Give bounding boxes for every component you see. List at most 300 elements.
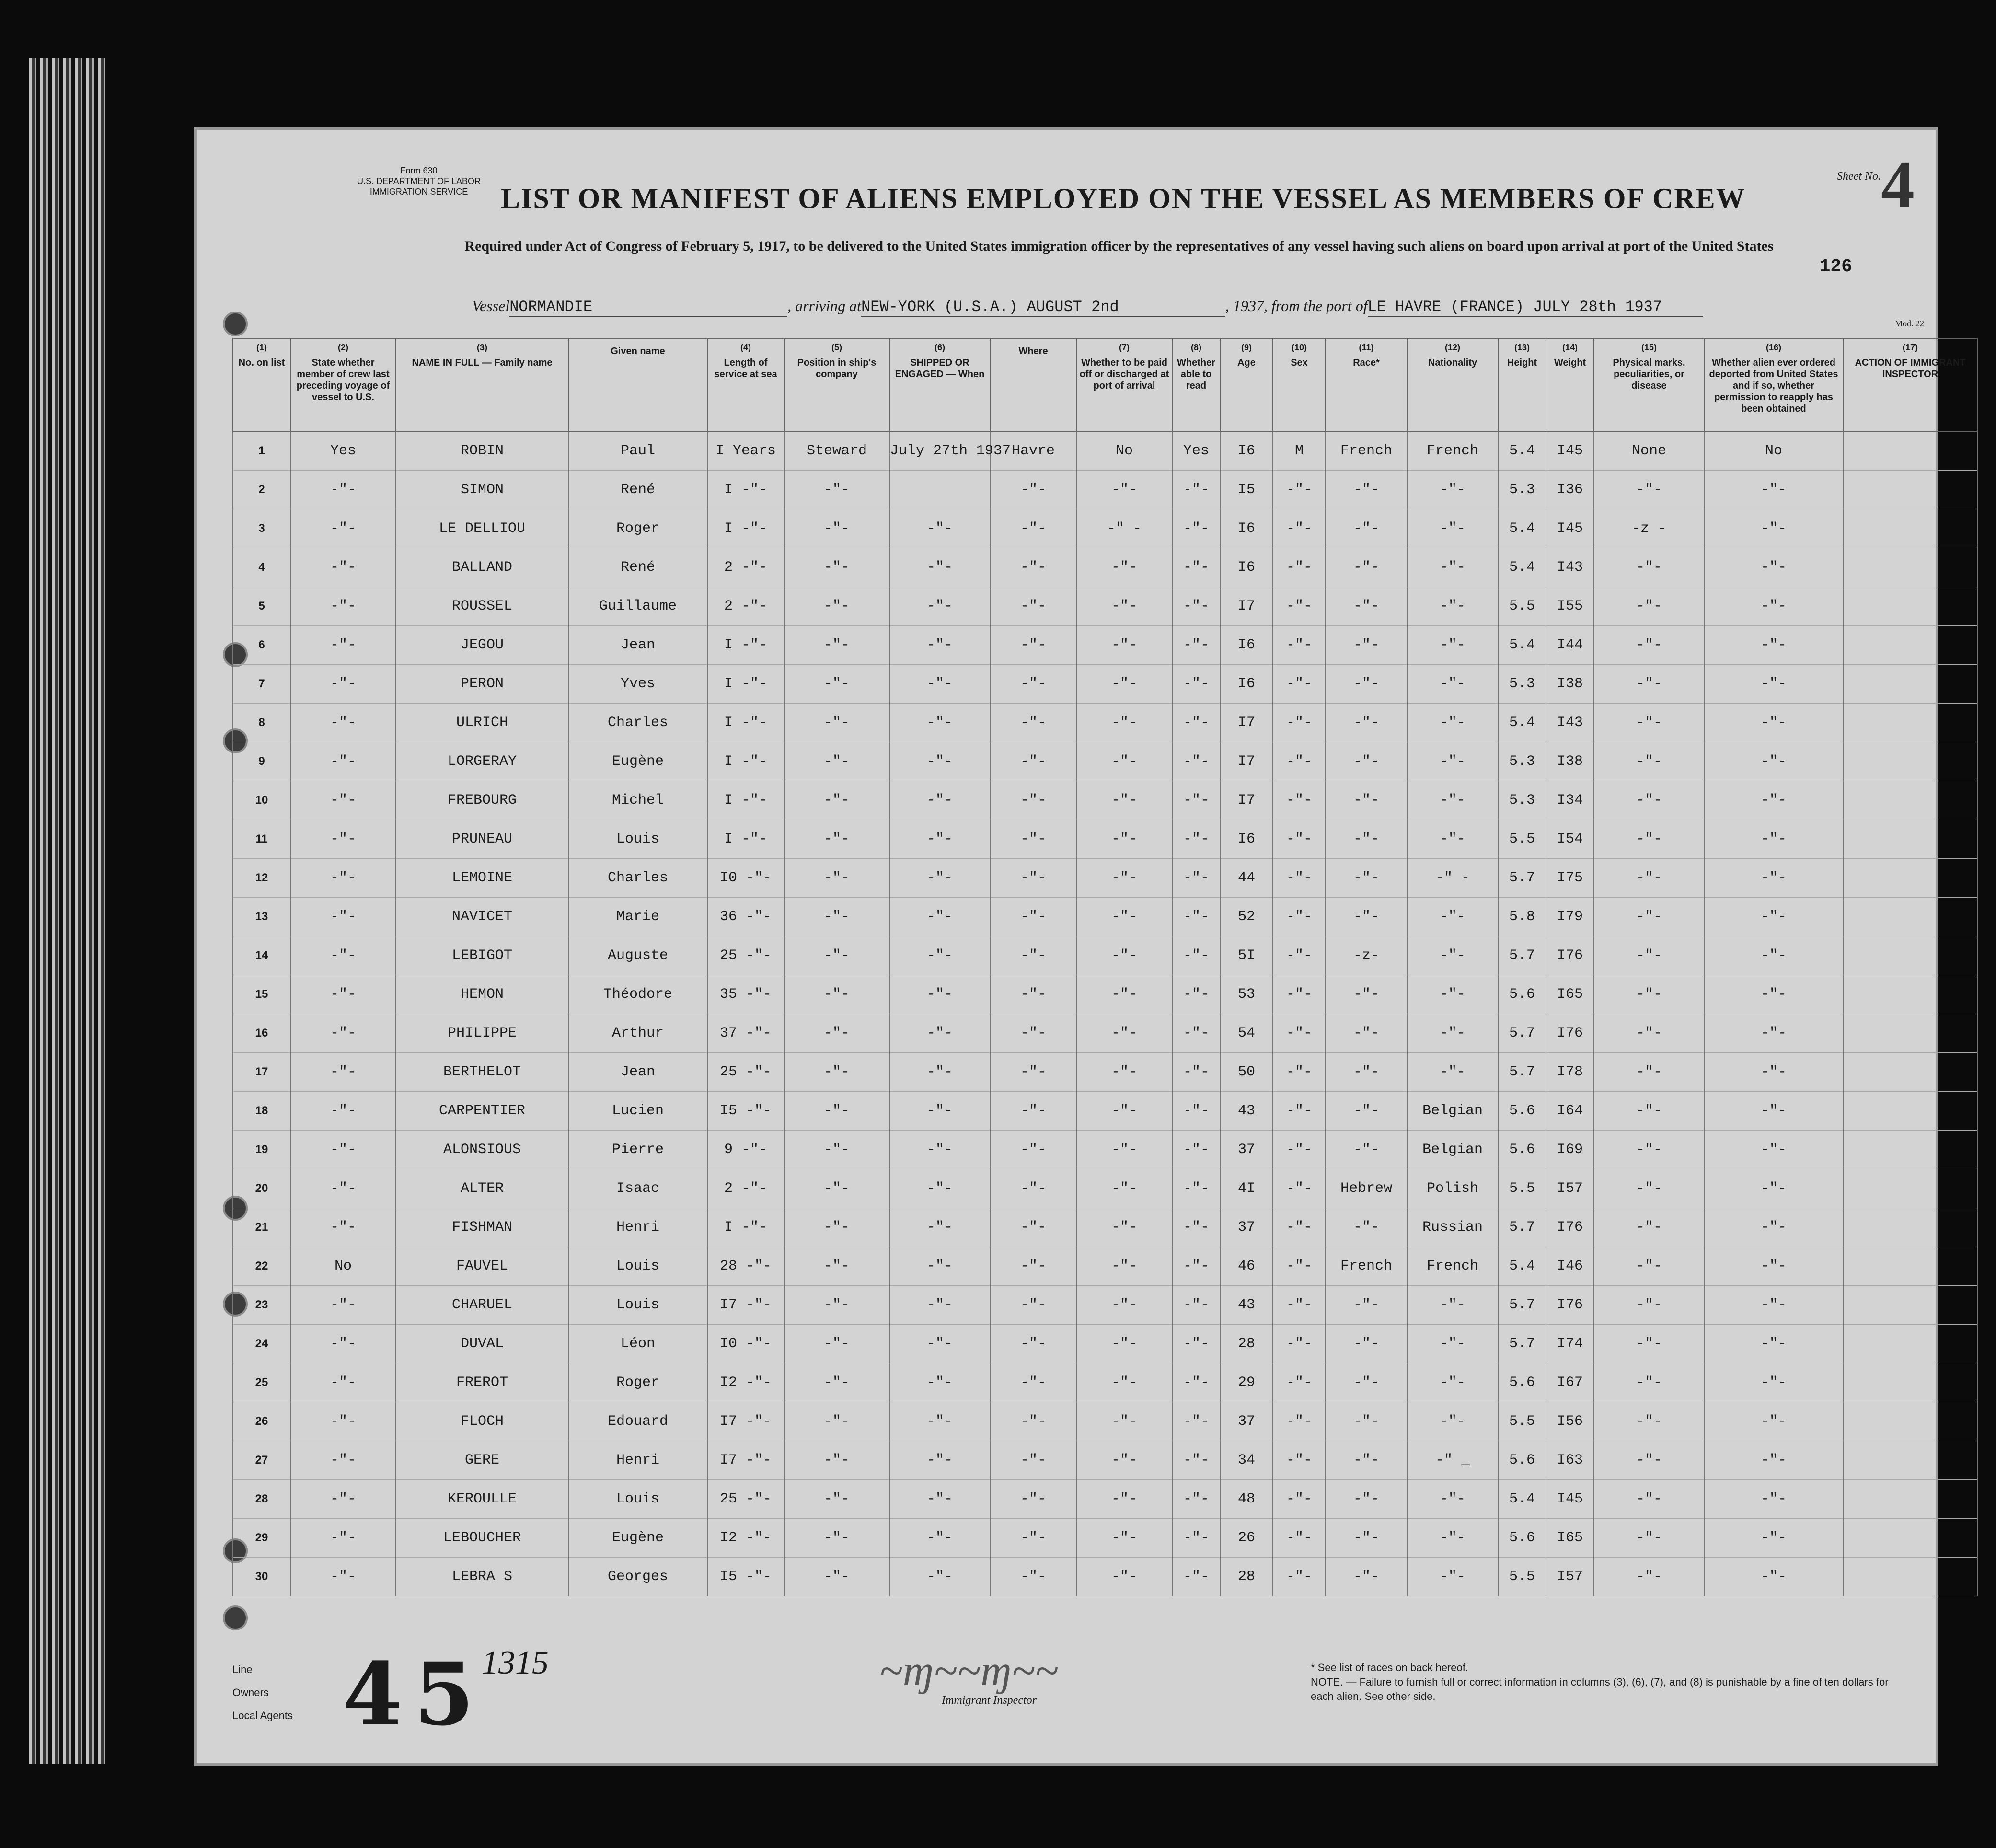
cell-no: 13 (233, 898, 290, 936)
cell-action (1843, 742, 1977, 781)
cell-prev: -"- (290, 742, 396, 781)
cell-where: -"- (990, 1480, 1076, 1519)
cell-paid: -"- (1076, 936, 1172, 975)
cell-prev: Yes (290, 431, 396, 471)
cell-when: -"- (889, 1325, 990, 1363)
cell-age: 48 (1220, 1480, 1273, 1519)
vessel-label: Vessel (472, 297, 510, 314)
cell-prev: -"- (290, 820, 396, 859)
cell-family: FAUVEL (396, 1247, 568, 1286)
cell-race: -"- (1326, 820, 1407, 859)
cell-sex: -"- (1273, 1092, 1326, 1131)
cell-where: -"- (990, 509, 1076, 548)
cell-read: -"- (1172, 1441, 1220, 1480)
cell-given: Guillaume (568, 587, 707, 626)
cell-family: BERTHELOT (396, 1053, 568, 1092)
cell-service: 2 -"- (707, 1169, 784, 1208)
column-header (1546, 338, 1594, 431)
column-header (233, 338, 290, 431)
cell-marks: -"- (1594, 1519, 1704, 1558)
cell-no: 26 (233, 1402, 290, 1441)
cell-marks: -"- (1594, 1014, 1704, 1053)
cell-no: 15 (233, 975, 290, 1014)
cell-age: 54 (1220, 1014, 1273, 1053)
cell-age: I6 (1220, 626, 1273, 665)
cell-when: -"- (889, 1247, 990, 1286)
owners-label: Owners (232, 1686, 269, 1698)
cell-where: -"- (990, 1519, 1076, 1558)
cell-no: 6 (233, 626, 290, 665)
cell-given: Louis (568, 820, 707, 859)
cell-deported: -"- (1704, 1441, 1843, 1480)
cell-nationality: -"- (1407, 936, 1498, 975)
cell-read: -"- (1172, 626, 1220, 665)
footer-labels (232, 1658, 293, 1727)
cell-action (1843, 548, 1977, 587)
form-mod: Mod. 22 (1894, 319, 1924, 328)
cell-no: 18 (233, 1092, 290, 1131)
cell-height: 5.4 (1498, 1480, 1546, 1519)
cell-prev: -"- (290, 1208, 396, 1247)
cell-position: -"- (784, 1092, 889, 1131)
cell-sex: -"- (1273, 509, 1326, 548)
inspector-signature: ~ɱ~~ɱ~~ (879, 1647, 1059, 1695)
cell-read: -"- (1172, 1247, 1220, 1286)
cell-height: 5.4 (1498, 1247, 1546, 1286)
cell-age: 37 (1220, 1208, 1273, 1247)
cell-where: -"- (990, 1363, 1076, 1402)
cell-paid: -"- (1076, 975, 1172, 1014)
cell-marks: -"- (1594, 859, 1704, 898)
cell-position: -"- (784, 1480, 889, 1519)
cell-height: 5.5 (1498, 587, 1546, 626)
cell-weight: I44 (1546, 626, 1594, 665)
cell-given: Charles (568, 859, 707, 898)
cell-service: I5 -"- (707, 1558, 784, 1596)
cell-action (1843, 1092, 1977, 1131)
cell-given: Michel (568, 781, 707, 820)
cell-no: 28 (233, 1480, 290, 1519)
cell-age: I6 (1220, 548, 1273, 587)
cell-where: -"- (990, 898, 1076, 936)
ledger-spine (29, 58, 105, 1764)
cell-deported: -"- (1704, 626, 1843, 665)
cell-given: Yves (568, 665, 707, 704)
cell-deported: -"- (1704, 1480, 1843, 1519)
table-row (233, 1208, 1977, 1247)
cell-sex: -"- (1273, 587, 1326, 626)
table-row (233, 1480, 1977, 1519)
cell-read: -"- (1172, 781, 1220, 820)
column-number: (3) (477, 343, 487, 352)
cell-paid: -"- (1076, 781, 1172, 820)
column-header (1704, 338, 1843, 431)
cell-height: 5.4 (1498, 431, 1546, 471)
cell-height: 5.3 (1498, 781, 1546, 820)
table-row (233, 626, 1977, 665)
cell-given: Léon (568, 1325, 707, 1363)
cell-service: 28 -"- (707, 1247, 784, 1286)
cell-prev: -"- (290, 1325, 396, 1363)
column-label: Given name (611, 346, 665, 357)
cell-where: -"- (990, 1286, 1076, 1325)
column-label: Whether to be paid off or discharged at port of arrival (1079, 358, 1169, 391)
cell-race: -"- (1326, 742, 1407, 781)
cell-given: Lucien (568, 1092, 707, 1131)
column-label: Nationality (1428, 358, 1477, 368)
table-row (233, 1519, 1977, 1558)
cell-action (1843, 859, 1977, 898)
column-header (707, 338, 784, 431)
cell-marks: -"- (1594, 587, 1704, 626)
cell-weight: I45 (1546, 509, 1594, 548)
cell-prev: -"- (290, 781, 396, 820)
punch-hole (223, 1605, 248, 1630)
column-label: Whether able to read (1177, 358, 1215, 391)
cell-paid: -"- (1076, 859, 1172, 898)
cell-read: -"- (1172, 587, 1220, 626)
cell-sex: -"- (1273, 1053, 1326, 1092)
cell-sex: -"- (1273, 936, 1326, 975)
cell-height: 5.3 (1498, 665, 1546, 704)
cell-height: 5.7 (1498, 1053, 1546, 1092)
cell-read: -"- (1172, 665, 1220, 704)
cell-family: FREBOURG (396, 781, 568, 820)
cell-deported: -"- (1704, 665, 1843, 704)
cell-race: -"- (1326, 1092, 1407, 1131)
cell-marks: -"- (1594, 1053, 1704, 1092)
table-row (233, 548, 1977, 587)
cell-marks: -"- (1594, 1480, 1704, 1519)
manifest-sheet (194, 127, 1966, 1766)
cell-action (1843, 936, 1977, 975)
cell-nationality: -"- (1407, 548, 1498, 587)
cell-age: 43 (1220, 1092, 1273, 1131)
cell-paid: -"- (1076, 1208, 1172, 1247)
cell-family: FISHMAN (396, 1208, 568, 1247)
cell-family: FREROT (396, 1363, 568, 1402)
cell-sex: -"- (1273, 1169, 1326, 1208)
cell-service: I -"- (707, 1208, 784, 1247)
cell-read: Yes (1172, 431, 1220, 471)
cell-no: 2 (233, 471, 290, 509)
cell-weight: I65 (1546, 1519, 1594, 1558)
cell-paid: No (1076, 431, 1172, 471)
cell-height: 5.5 (1498, 1169, 1546, 1208)
cell-age: 26 (1220, 1519, 1273, 1558)
cell-given: Louis (568, 1247, 707, 1286)
cell-age: I7 (1220, 704, 1273, 742)
cell-sex: -"- (1273, 1325, 1326, 1363)
cell-position: -"- (784, 742, 889, 781)
cell-marks: -"- (1594, 936, 1704, 975)
cell-action (1843, 781, 1977, 820)
cell-when: July 27th 1937 (889, 431, 990, 471)
cell-deported: -"- (1704, 1363, 1843, 1402)
table-row (233, 1441, 1977, 1480)
cell-deported: -"- (1704, 509, 1843, 548)
cell-sex: -"- (1273, 704, 1326, 742)
cell-no: 5 (233, 587, 290, 626)
column-header (1407, 338, 1498, 431)
cell-sex: -"- (1273, 1480, 1326, 1519)
column-label: No. on list (238, 358, 285, 368)
cell-sex: -"- (1273, 665, 1326, 704)
cell-action (1843, 509, 1977, 548)
cell-position: -"- (784, 1363, 889, 1402)
cell-prev: -"- (290, 704, 396, 742)
cell-prev: No (290, 1247, 396, 1286)
column-header (990, 338, 1076, 431)
cell-prev: -"- (290, 1286, 396, 1325)
cell-weight: I64 (1546, 1092, 1594, 1131)
cell-paid: -"- (1076, 820, 1172, 859)
cell-position: -"- (784, 509, 889, 548)
cell-sex: -"- (1273, 820, 1326, 859)
cell-height: 5.7 (1498, 1286, 1546, 1325)
cell-prev: -"- (290, 1014, 396, 1053)
cell-race: -"- (1326, 1208, 1407, 1247)
cell-read: -"- (1172, 1286, 1220, 1325)
column-number: (4) (740, 343, 751, 352)
cell-when: -"- (889, 781, 990, 820)
cell-family: LEBRA S (396, 1558, 568, 1596)
cell-service: I -"- (707, 781, 784, 820)
table-row (233, 1363, 1977, 1402)
cell-where: -"- (990, 1247, 1076, 1286)
column-header (1326, 338, 1407, 431)
cell-read: -"- (1172, 1053, 1220, 1092)
cell-nationality: -"- (1407, 898, 1498, 936)
cell-paid: -"- (1076, 626, 1172, 665)
cell-family: CHARUEL (396, 1286, 568, 1325)
cell-family: ULRICH (396, 704, 568, 742)
cell-marks: -"- (1594, 1402, 1704, 1441)
cell-paid: -"- (1076, 1441, 1172, 1480)
column-label: SHIPPED OR ENGAGED — When (895, 358, 985, 380)
cell-height: 5.3 (1498, 742, 1546, 781)
cell-weight: I74 (1546, 1325, 1594, 1363)
cell-nationality: Belgian (1407, 1092, 1498, 1131)
cell-position: -"- (784, 1325, 889, 1363)
cell-read: -"- (1172, 1519, 1220, 1558)
cell-when: -"- (889, 548, 990, 587)
cell-position: -"- (784, 1053, 889, 1092)
cell-marks: None (1594, 431, 1704, 471)
cell-where: -"- (990, 1169, 1076, 1208)
cell-position: -"- (784, 1558, 889, 1596)
cell-prev: -"- (290, 1558, 396, 1596)
cell-action (1843, 1053, 1977, 1092)
cell-deported: -"- (1704, 1519, 1843, 1558)
table-row (233, 1325, 1977, 1363)
cell-where: -"- (990, 1053, 1076, 1092)
cell-given: Louis (568, 1286, 707, 1325)
cell-paid: -"- (1076, 898, 1172, 936)
cell-race: -"- (1326, 665, 1407, 704)
cell-where: -"- (990, 471, 1076, 509)
cell-marks: -"- (1594, 898, 1704, 936)
cell-height: 5.6 (1498, 1519, 1546, 1558)
cell-marks: -"- (1594, 820, 1704, 859)
cell-nationality: French (1407, 1247, 1498, 1286)
cell-when: -"- (889, 1558, 990, 1596)
cell-when: -"- (889, 1014, 990, 1053)
cell-sex: -"- (1273, 548, 1326, 587)
column-header (1273, 338, 1326, 431)
cell-sex: -"- (1273, 1131, 1326, 1169)
cell-family: DUVAL (396, 1325, 568, 1363)
local-agents-label: Local Agents (232, 1709, 293, 1721)
cell-age: 28 (1220, 1325, 1273, 1363)
table-row (233, 1131, 1977, 1169)
cell-prev: -"- (290, 1092, 396, 1131)
column-label: Sex (1291, 358, 1308, 368)
cell-weight: I45 (1546, 431, 1594, 471)
column-number: (17) (1902, 343, 1918, 352)
cell-age: I6 (1220, 509, 1273, 548)
cell-given: Louis (568, 1480, 707, 1519)
cell-prev: -"- (290, 587, 396, 626)
cell-deported: -"- (1704, 471, 1843, 509)
cell-marks: -"- (1594, 781, 1704, 820)
cell-race: -z- (1326, 936, 1407, 975)
cell-weight: I79 (1546, 898, 1594, 936)
cell-prev: -"- (290, 1169, 396, 1208)
cell-family: ALONSIOUS (396, 1131, 568, 1169)
cell-action (1843, 587, 1977, 626)
cell-when: -"- (889, 975, 990, 1014)
column-number: (11) (1359, 343, 1374, 352)
cell-height: 5.6 (1498, 1441, 1546, 1480)
cell-given: Georges (568, 1558, 707, 1596)
cell-paid: -"- (1076, 665, 1172, 704)
table-row (233, 431, 1977, 471)
table-row (233, 936, 1977, 975)
cell-position: -"- (784, 898, 889, 936)
cell-service: 25 -"- (707, 936, 784, 975)
cell-given: Roger (568, 1363, 707, 1402)
cell-no: 14 (233, 936, 290, 975)
cell-age: 52 (1220, 898, 1273, 936)
cell-race: -"- (1326, 471, 1407, 509)
cell-read: -"- (1172, 1402, 1220, 1441)
arriving-label: , arriving at (787, 297, 861, 314)
cell-nationality: Belgian (1407, 1131, 1498, 1169)
cell-given: Roger (568, 509, 707, 548)
cell-position: -"- (784, 704, 889, 742)
column-label: Length of service at sea (714, 358, 777, 380)
cell-when: -"- (889, 1208, 990, 1247)
cell-height: 5.7 (1498, 936, 1546, 975)
year-label: , 1937 (1225, 297, 1264, 314)
cell-deported: -"- (1704, 1169, 1843, 1208)
cell-when: -"- (889, 1402, 990, 1441)
column-label: Race* (1353, 358, 1380, 368)
table-row (233, 1169, 1977, 1208)
cell-read: -"- (1172, 1208, 1220, 1247)
cell-no: 21 (233, 1208, 290, 1247)
cell-read: -"- (1172, 704, 1220, 742)
cell-weight: I38 (1546, 665, 1594, 704)
cell-when: -"- (889, 1092, 990, 1131)
cell-read: -"- (1172, 548, 1220, 587)
cell-where: -"- (990, 626, 1076, 665)
cell-where: -"- (990, 781, 1076, 820)
cell-paid: -"- (1076, 1519, 1172, 1558)
cell-when: -"- (889, 898, 990, 936)
cell-nationality: French (1407, 431, 1498, 471)
cell-marks: -"- (1594, 1325, 1704, 1363)
cell-weight: I75 (1546, 859, 1594, 898)
cell-deported: -"- (1704, 1325, 1843, 1363)
cell-when: -"- (889, 1053, 990, 1092)
cell-where: -"- (990, 1402, 1076, 1441)
table-row (233, 1402, 1977, 1441)
cell-position: -"- (784, 665, 889, 704)
cell-read: -"- (1172, 1169, 1220, 1208)
cell-nationality: -"- (1407, 471, 1498, 509)
cell-race: -"- (1326, 1325, 1407, 1363)
cell-deported: -"- (1704, 548, 1843, 587)
cell-race: -"- (1326, 1558, 1407, 1596)
cell-deported: -"- (1704, 859, 1843, 898)
cell-prev: -"- (290, 975, 396, 1014)
cell-height: 5.3 (1498, 471, 1546, 509)
column-number: (13) (1514, 343, 1530, 352)
cell-deported: -"- (1704, 587, 1843, 626)
cell-height: 5.7 (1498, 859, 1546, 898)
cell-height: 5.6 (1498, 1363, 1546, 1402)
cell-deported: No (1704, 431, 1843, 471)
cell-position: -"- (784, 587, 889, 626)
cell-read: -"- (1172, 975, 1220, 1014)
table-row (233, 704, 1977, 742)
cell-service: 2 -"- (707, 548, 784, 587)
cell-age: I7 (1220, 587, 1273, 626)
cell-nationality: -"- (1407, 626, 1498, 665)
cell-action (1843, 898, 1977, 936)
cell-service: 2 -"- (707, 587, 784, 626)
cell-action (1843, 1402, 1977, 1441)
cell-action (1843, 1169, 1977, 1208)
cell-position: -"- (784, 936, 889, 975)
cell-given: Marie (568, 898, 707, 936)
cell-action (1843, 975, 1977, 1014)
column-header (1076, 338, 1172, 431)
cell-when: -"- (889, 936, 990, 975)
cell-service: I7 -"- (707, 1441, 784, 1480)
cell-read: -"- (1172, 471, 1220, 509)
table-row (233, 665, 1977, 704)
cell-family: NAVICET (396, 898, 568, 936)
cell-race: -"- (1326, 1053, 1407, 1092)
cell-deported: -"- (1704, 781, 1843, 820)
cell-nationality: -" - (1407, 859, 1498, 898)
cell-prev: -"- (290, 1519, 396, 1558)
cell-where: -"- (990, 1325, 1076, 1363)
cell-prev: -"- (290, 936, 396, 975)
cell-nationality: Russian (1407, 1208, 1498, 1247)
cell-height: 5.7 (1498, 1014, 1546, 1053)
cell-paid: -"- (1076, 548, 1172, 587)
cell-action (1843, 1519, 1977, 1558)
column-number: (9) (1241, 343, 1252, 352)
cell-deported: -"- (1704, 898, 1843, 936)
cell-no: 10 (233, 781, 290, 820)
cell-service: 35 -"- (707, 975, 784, 1014)
cell-family: BALLAND (396, 548, 568, 587)
